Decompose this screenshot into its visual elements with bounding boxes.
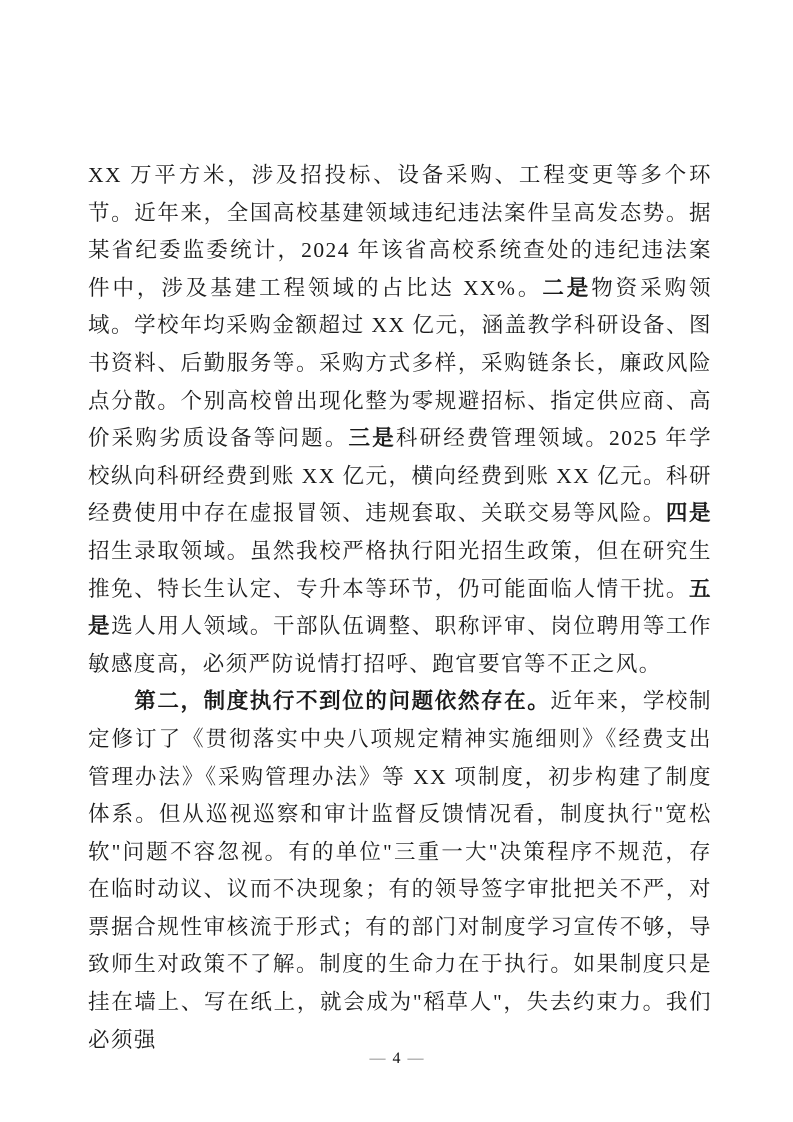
text-run: 四是	[665, 501, 712, 526]
document-body	[88, 157, 712, 1059]
page-number: 4	[392, 1050, 401, 1067]
text-run: XX 万平方米，涉及招投标、设备采购、工程变更等多个环节。近年来，全国高校基建领域违纪违法案件呈高发态势。据某省纪委监委统计，2024 年该省高校系统查处的违纪违法案件中，涉及基建工程领域的占比达 XX%。	[88, 163, 712, 300]
paragraph	[88, 683, 712, 1059]
paragraph	[88, 157, 712, 683]
page-footer	[0, 1050, 793, 1068]
text-run: 三是	[348, 426, 396, 451]
text-run: 第二，制度执行不到位的问题依然存在。	[134, 689, 551, 714]
text-run: 近年来，学校制定修订了《贯彻落实中央八项规定精神实施细则》《经费支出管理办法》《采购管理办法》等 XX 项制度，初步构建了制度体系。但从巡视巡察和审计监督反馈情况看，制度执行"宽松软"问题不容忽视。有的单位"三重一大"决策程序不规范，存在临时动议、议而不决现象；有的领导签字审批把关不严，对票据合规性审核流于形式；有的部门对制度学习宣传不够，导致师生对政策不了解。制度的生命力在于执行。如果制度只是挂在墙上、写在纸上，就会成为"稻草人"，失去约束力。我们必须强	[88, 689, 712, 1052]
text-run: 科研经费管理领域。2025 年学校纵向科研经费到账 XX 亿元，横向经费到账 XX 亿元。科研经费使用中存在虚报冒领、违规套取、关联交易等风险。	[88, 426, 713, 526]
footer-left-dash: —	[369, 1050, 386, 1067]
text-run: 物资采购领域。学校年均采购金额超过 XX 亿元，涵盖教学科研设备、图书资料、后勤服务等。采购方式多样，采购链条长，廉政风险点分散。个别高校曾出现化整为零规避招标、指定供应商、高价采购劣质设备等问题。	[88, 275, 712, 451]
footer-right-dash: —	[407, 1050, 424, 1067]
text-run: 选人用人领域。干部队伍调整、职称评审、岗位聘用等工作敏感度高，必须严防说情打招呼、跑官要官等不正之风。	[88, 614, 713, 676]
text-run: 二是	[542, 275, 592, 300]
text-run: 五是	[88, 576, 712, 639]
text-run: 招生录取领域。虽然我校严格执行阳光招生政策，但在研究生推免、特长生认定、专升本等环节，仍可能面临人情干扰。	[88, 538, 712, 601]
